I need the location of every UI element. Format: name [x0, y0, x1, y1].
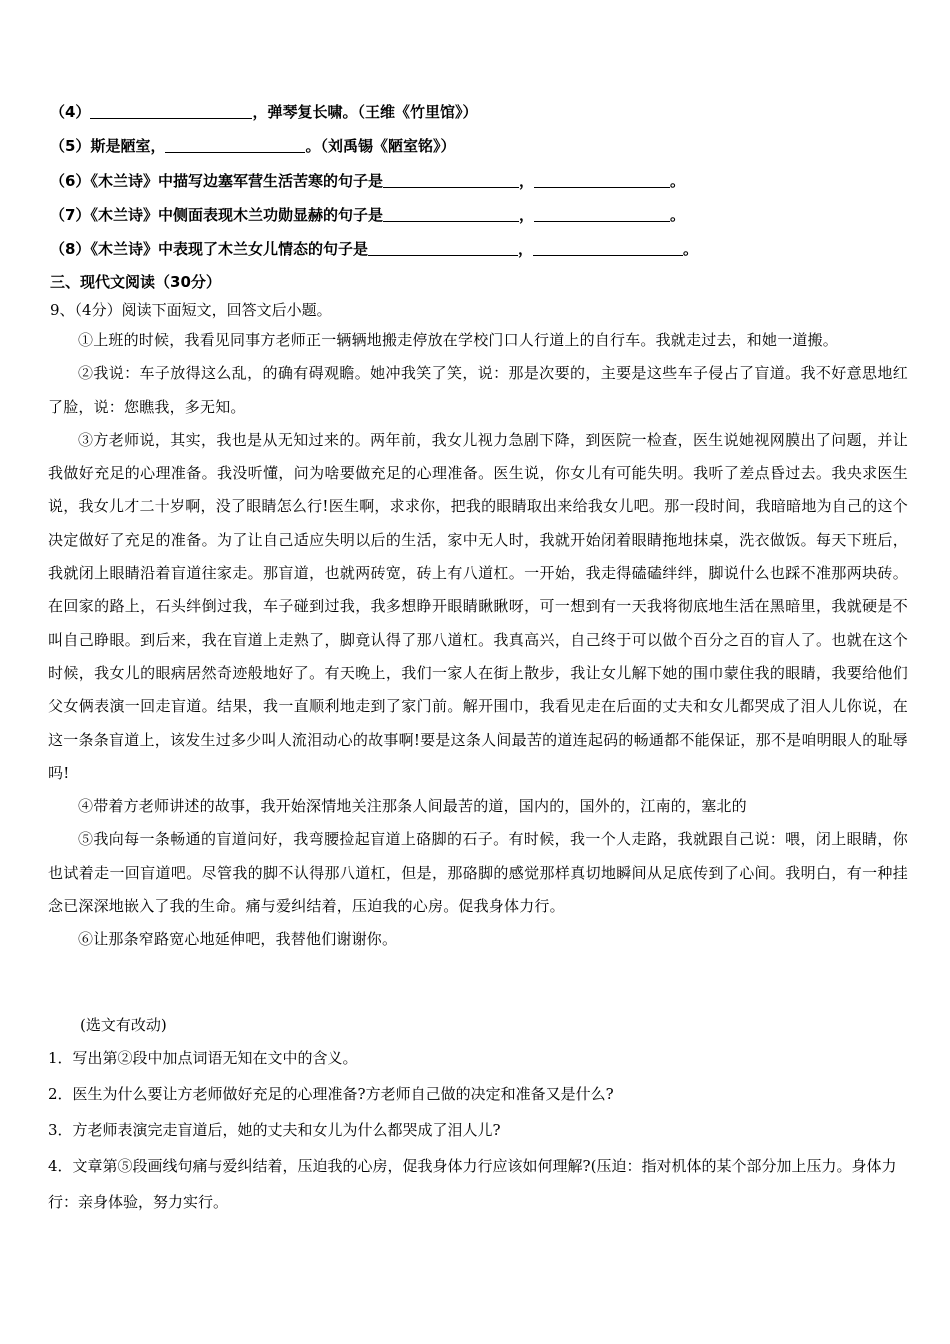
answer-blank[interactable]: [165, 136, 305, 153]
sub-question-2: 2．医生为什么要让方老师做好充足的心理准备?方老师自己做的决定和准备又是什么?: [48, 1085, 614, 1103]
item-text-before: 《木兰诗》中表现了木兰女儿情态的句子是: [90, 240, 368, 258]
item-text-before: 《木兰诗》中侧面表现木兰功勋显赫的句子是: [90, 206, 383, 224]
fill-in-item-5: [50, 134, 455, 158]
source-note: (选文有改动): [80, 1016, 167, 1034]
sub-question-4: 4．文章第⑤段画线句痛与爱纠结着，压迫我的心房，促我身体力行应该如何理解?(压迫：指对机体的某个部分加上压力。身体力行：亲身体验，努力实行。: [48, 1157, 897, 1211]
answer-blank[interactable]: [534, 205, 670, 222]
item-number: （6）: [50, 172, 91, 190]
passage-paragraph-2: ②我说：车子放得这么乱，的确有碍观瞻。她冲我笑了笑，说：那是次要的，主要是这些车子侵占了盲道。我不好意思地红了脸，说：您瞧我，多无知。: [48, 364, 908, 416]
item-text-before: 斯是陋室，: [90, 137, 166, 155]
fill-in-item-4: [50, 100, 477, 124]
item-number: （4）: [50, 103, 91, 121]
question-9-heading: 9、（4分）阅读下面短文，回答文后小题。: [50, 301, 332, 319]
answer-blank[interactable]: [368, 239, 518, 256]
item-text-after: ，弹琴复长啸。（王维《竹里馆》）: [252, 103, 478, 121]
passage-paragraph-1: ①上班的时候，我看见同事方老师正一辆辆地搬走停放在学校门口人行道上的自行车。我就走过去，和她一道搬。: [78, 331, 839, 349]
item-number: （5）: [50, 137, 91, 155]
item-number: （7）: [50, 206, 91, 224]
item-number: （8）: [50, 240, 91, 258]
sub-question-1: 1．写出第②段中加点词语无知在文中的含义。: [48, 1049, 358, 1067]
answer-blank[interactable]: [90, 102, 252, 119]
item-text-after: 。: [669, 172, 685, 190]
item-text-after: 。（刘禹锡《陋室铭》）: [305, 137, 456, 155]
item-text-mid: ，: [518, 172, 534, 190]
item-text-mid: ，: [517, 240, 533, 258]
sub-question-3: 3．方老师表演完走盲道后，她的丈夫和女儿为什么都哭成了泪人儿?: [48, 1121, 501, 1139]
item-text-before: 《木兰诗》中描写边塞军营生活苦寒的句子是: [90, 172, 383, 190]
sub-questions: [48, 1040, 908, 1220]
item-text-after: 。: [669, 206, 685, 224]
answer-blank[interactable]: [533, 239, 683, 256]
passage-paragraph-4: ④带着方老师讲述的故事，我开始深情地关注那条人间最苦的道，国内的，国外的，江南的，塞北的: [78, 797, 747, 816]
answer-blank[interactable]: [383, 171, 519, 188]
item-text-mid: ，: [518, 206, 534, 224]
fill-in-item-7: [50, 203, 685, 227]
passage-paragraph-3: ③方老师说，其实，我也是从无知过来的。两年前，我女儿视力急剧下降，到医院一检查，医生说她视网膜出了问题，并让我做好充足的心理准备。我没听懂，问为啥要做充足的心理准备。医生说，你女儿有可能失明。我听了差点昏过去。我央求医生说，我女儿才二十岁啊，没了眼睛怎么行!医生啊，求求你，把我的眼睛取出来给我女儿吧。那一段时间，我暗暗地为自己的这个决定做好了充足的准备。为了让自己适应失明以后的生活，家中无人时，我就开始闭着眼睛拖地抹桌，洗衣做饭。每天下班后，我就闭上眼睛沿着盲道往家走。那盲道，也就两砖宽，砖上有八道杠。一开始，我走得磕磕绊绊，脚说什么也踩不准那两块砖。在回家的路上，石头绊倒过我，车子碰到过我，我多想睁开眼睛瞅瞅呀，可一想到有一天我将彻底地生活在黑暗里，我就硬是不叫自己睁眼。到后来，我在盲道上走熟了，脚竟认得了那八道杠。我真高兴，自己终于可以做个百分之百的盲人了。也就在这个时候，我女儿的眼病居然奇迹般地好了。有天晚上，我们一家人在街上散步，我让女儿解下她的围巾蒙住我的眼睛，我要给他们父女俩表演一回走盲道。结果，我一直顺利地走到了家门前。解开围巾，我看见走在后面的丈夫和女儿都哭成了泪人儿你说，在这一条条盲道上，该发生过多少叫人流泪动心的故事啊!要是这条人间最苦的道连起码的畅通都不能保证，那不是咱明眼人的耻辱吗!: [48, 430, 908, 782]
fill-in-item-6: [50, 169, 685, 193]
fill-in-item-8: [50, 237, 698, 261]
passage-paragraph-6: ⑥让那条窄路宽心地延伸吧，我替他们谢谢你。: [78, 930, 398, 949]
section-title: 三、现代文阅读（30分）: [50, 273, 221, 291]
answer-blank[interactable]: [383, 205, 519, 222]
passage-paragraph-5: ⑤我向每一条畅通的盲道问好，我弯腰捡起盲道上硌脚的石子。有时候，我一个人走路，我就跟自己说：喂，闭上眼睛，你也试着走一回盲道吧。尽管我的脚不认得那八道杠，但是，那硌脚的感觉那样真切地瞬间从足底传到了心间。我明白，有一种挂念已深深地嵌入了我的生命。痛与爱纠结着，压迫我的心房。促我身体力行。: [48, 830, 908, 916]
item-text-after: 。: [682, 240, 698, 258]
answer-blank[interactable]: [534, 171, 670, 188]
reading-passage: [48, 324, 908, 957]
